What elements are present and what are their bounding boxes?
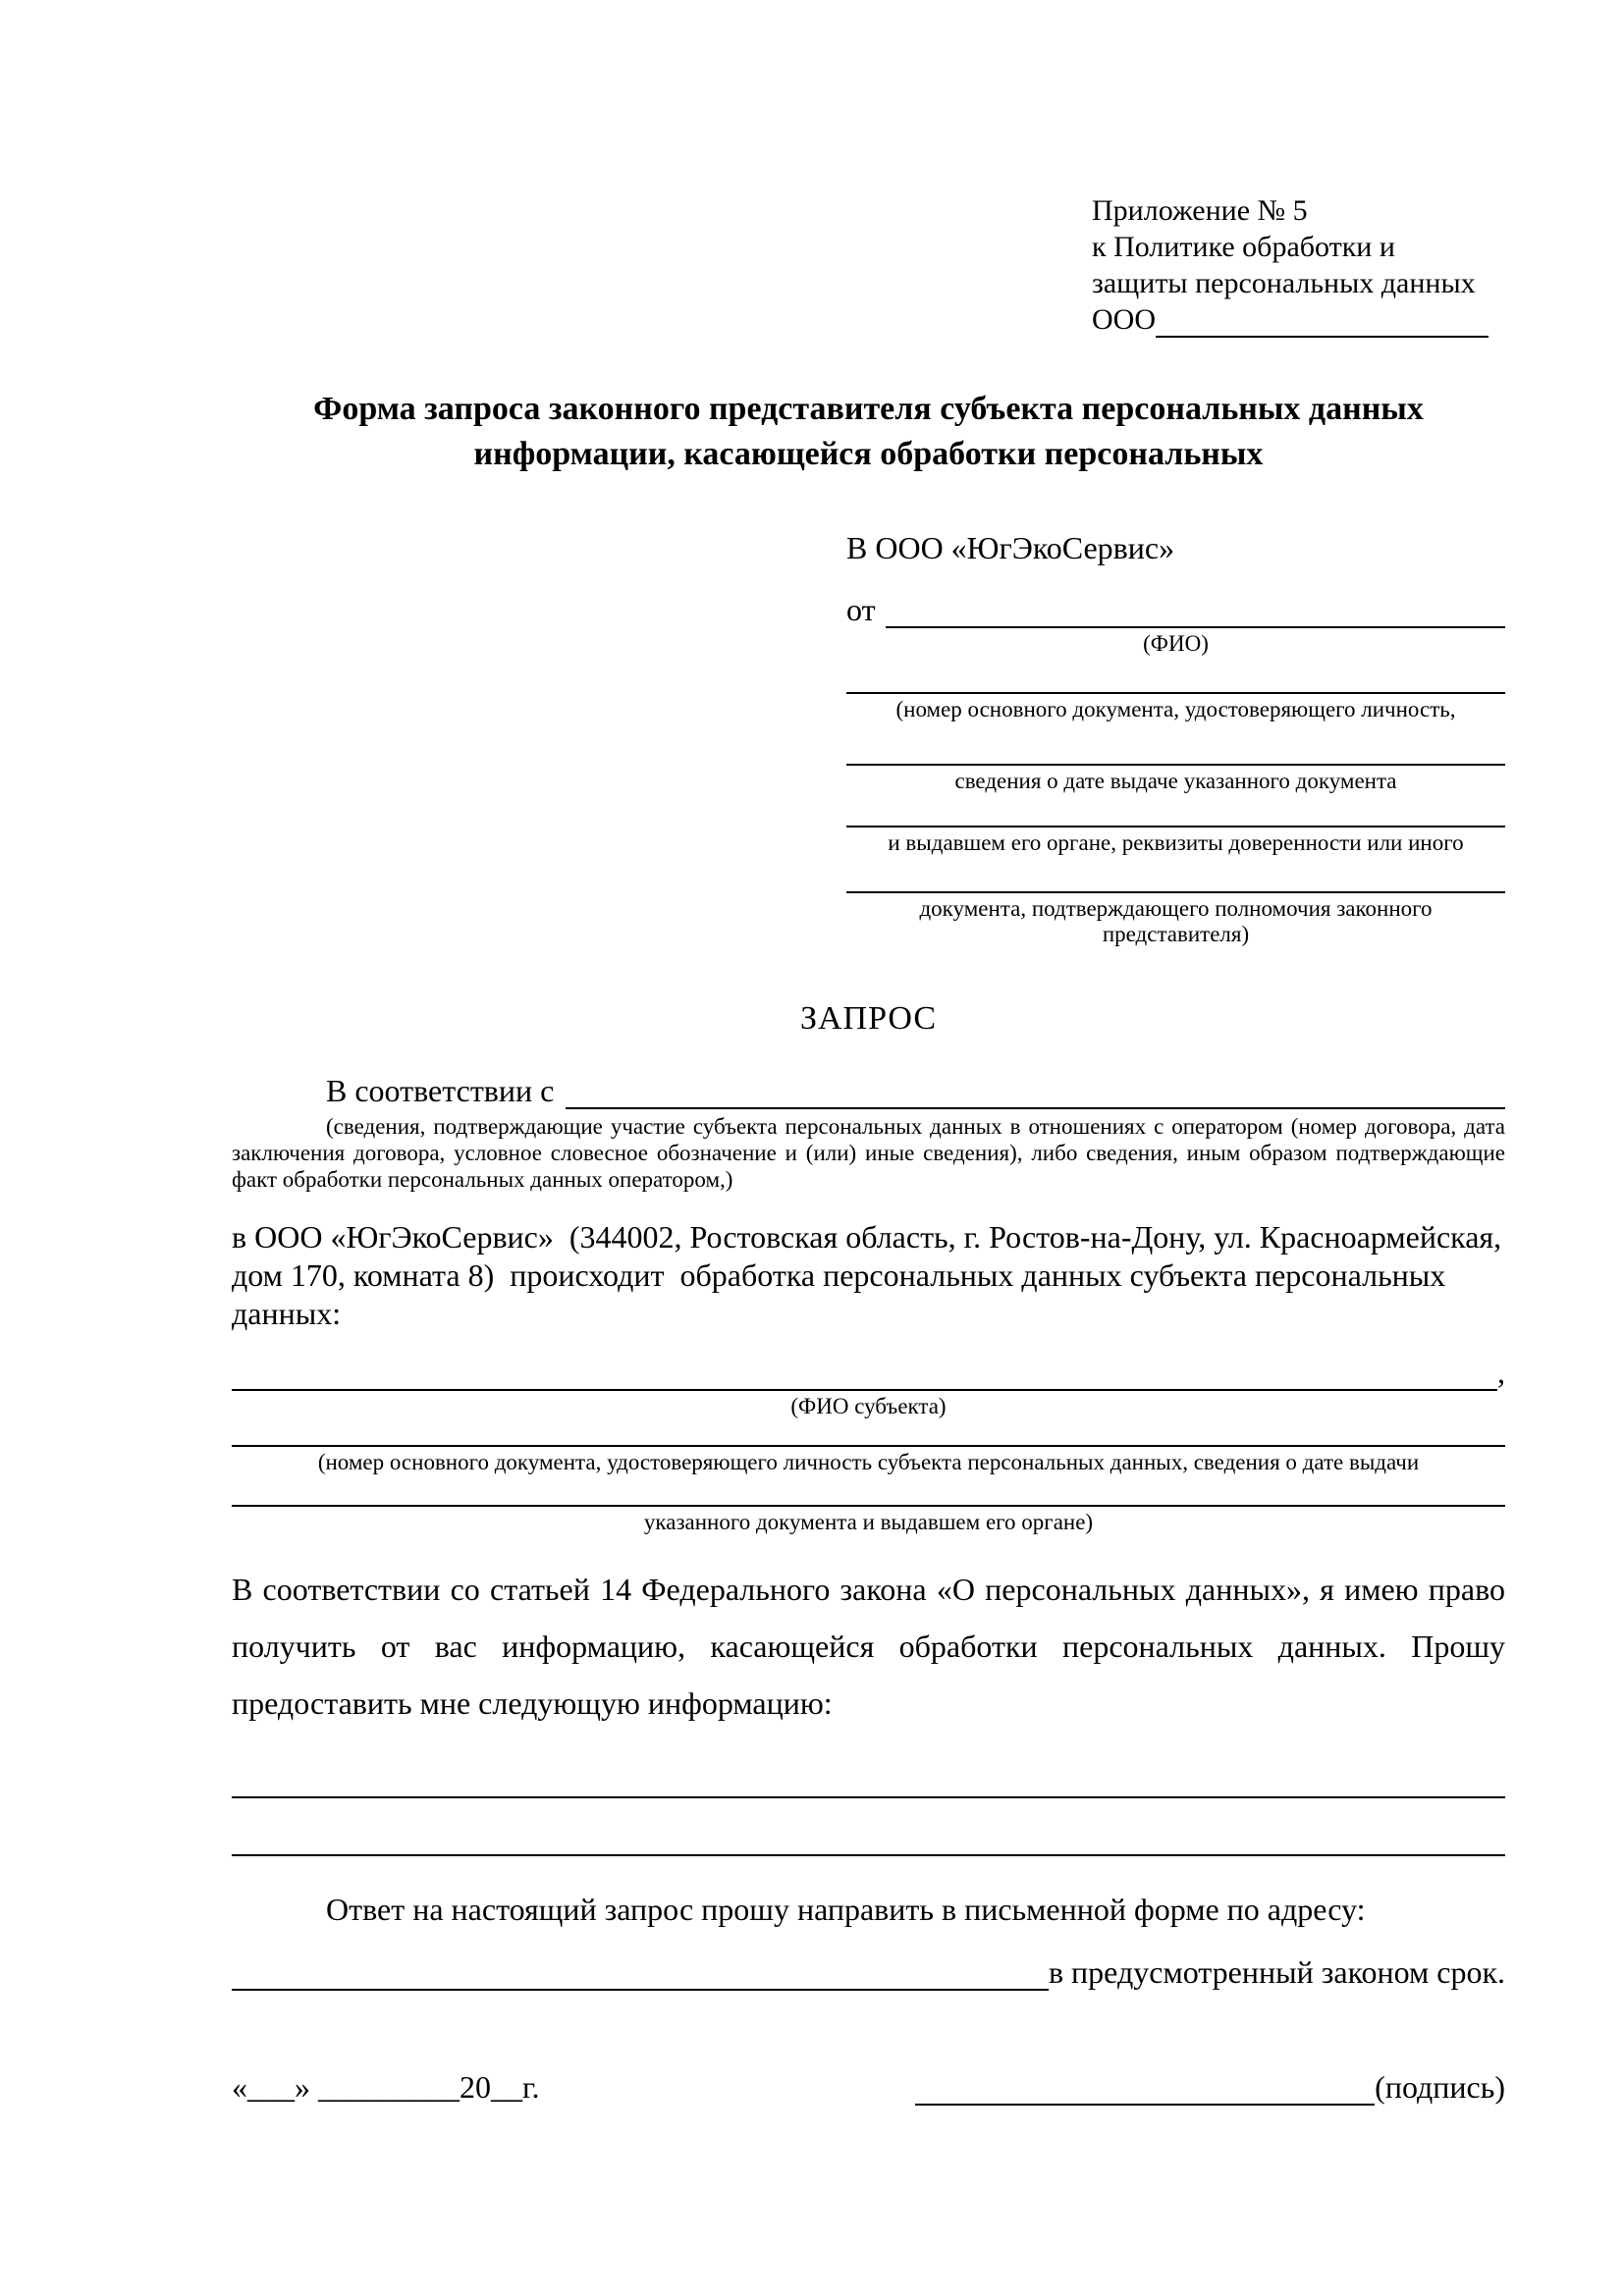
doc-caption-1: (номер основного документа, удостоверяющего личность, bbox=[895, 697, 1456, 721]
blank-representative-fio bbox=[886, 593, 1505, 628]
appendix-line-3: защиты персональных данных bbox=[1092, 267, 1476, 299]
reply-suffix: в предусмотренный законом срок. bbox=[1048, 1954, 1505, 1990]
blank-doc-line-2 bbox=[846, 764, 1505, 766]
from-label: от bbox=[846, 592, 876, 627]
blank-subject-doc-line-2 bbox=[232, 1505, 1505, 1507]
fio-caption: (ФИО) bbox=[1143, 631, 1209, 656]
law-paragraph: В соответствии со статьей 14 Федерального закона «О персональных данных», я имею право получить от вас информацию, касающейся обработки персональных данных. Прошу предоставить мне следующую информацию: bbox=[232, 1572, 1505, 1721]
operator-paragraph: в ООО «ЮгЭкоСервис» (344002, Ростовская область, г. Ростов-на-Дону, ул. Красноармейская, дом 170, комната 8) происходит обработка персональных данных субъекта персональных данных: bbox=[232, 1219, 1510, 1331]
request-heading: ЗАПРОС bbox=[799, 1000, 938, 1037]
appendix-line-2: к Политике обработки и bbox=[1092, 231, 1395, 263]
doc-caption-3: и выдавшем его органе, реквизиты доверенности или иного bbox=[888, 830, 1464, 855]
form-title: Форма запроса законного представителя субъекта персональных данных информации, касающейся обработки персональных bbox=[313, 391, 1424, 472]
blank-doc-line-3 bbox=[846, 826, 1505, 828]
signature-group bbox=[915, 2069, 1505, 2106]
addressee-to: В ООО «ЮгЭкоСервис» bbox=[846, 530, 1175, 565]
accordance-prefix: В соответствии с bbox=[326, 1073, 555, 1108]
from-row bbox=[846, 592, 1505, 628]
blank-reply-address bbox=[232, 1955, 1049, 1991]
blank-doc-line-4 bbox=[846, 891, 1505, 893]
signature-caption: (подпись) bbox=[1375, 2069, 1505, 2105]
subject-fio-row bbox=[232, 1355, 1505, 1391]
addressee-block bbox=[846, 530, 1505, 947]
date-blank: «___» _________20__г. bbox=[232, 2069, 540, 2105]
blank-accordance-basis bbox=[566, 1074, 1505, 1109]
blank-subject-doc-line-1 bbox=[232, 1445, 1505, 1447]
subject-doc-caption-2: указанного документа и выдавшем его органе) bbox=[643, 1510, 1094, 1534]
blank-subject-fio bbox=[232, 1356, 1497, 1391]
doc-caption-4: документа, подтверждающего полномочия законного представителя) bbox=[919, 896, 1433, 946]
accordance-row bbox=[232, 1073, 1505, 1109]
subject-comma: , bbox=[1497, 1355, 1505, 1390]
blank-signature-line bbox=[915, 2070, 1375, 2106]
blank-info-line-1 bbox=[232, 1796, 1505, 1798]
footer-row bbox=[232, 2069, 1505, 2106]
accordance-caption: (сведения, подтверждающие участие субъекта персональных данных в отношениях с оператором (номер договора, дата заключения договора, условное словесное обозначение и (или) иные сведения), либо сведения, иным образом подтверждающие факт обработки персональных данных оператором,) bbox=[232, 1114, 1505, 1192]
blank-info-line-2 bbox=[232, 1854, 1505, 1856]
doc-caption-2: сведения о дате выдаче указанного документа bbox=[954, 769, 1397, 793]
appendix-line-1: Приложение № 5 bbox=[1092, 194, 1308, 227]
appendix-block bbox=[1092, 192, 1489, 338]
reply-paragraph: Ответ на настоящий запрос прошу направить в письменной форме по адресу: bbox=[326, 1892, 1366, 1927]
appendix-company-row bbox=[1092, 301, 1489, 338]
subject-doc-caption-1: (номер основного документа, удостоверяющего личность субъекта персональных данных, сведения о дате выдачи bbox=[317, 1450, 1420, 1474]
blank-company-name bbox=[1156, 305, 1489, 339]
company-prefix: ООО bbox=[1092, 303, 1156, 336]
subject-fio-caption: (ФИО субъекта) bbox=[790, 1394, 947, 1418]
reply-address-row bbox=[232, 1954, 1505, 1991]
blank-doc-line-1 bbox=[846, 692, 1505, 694]
